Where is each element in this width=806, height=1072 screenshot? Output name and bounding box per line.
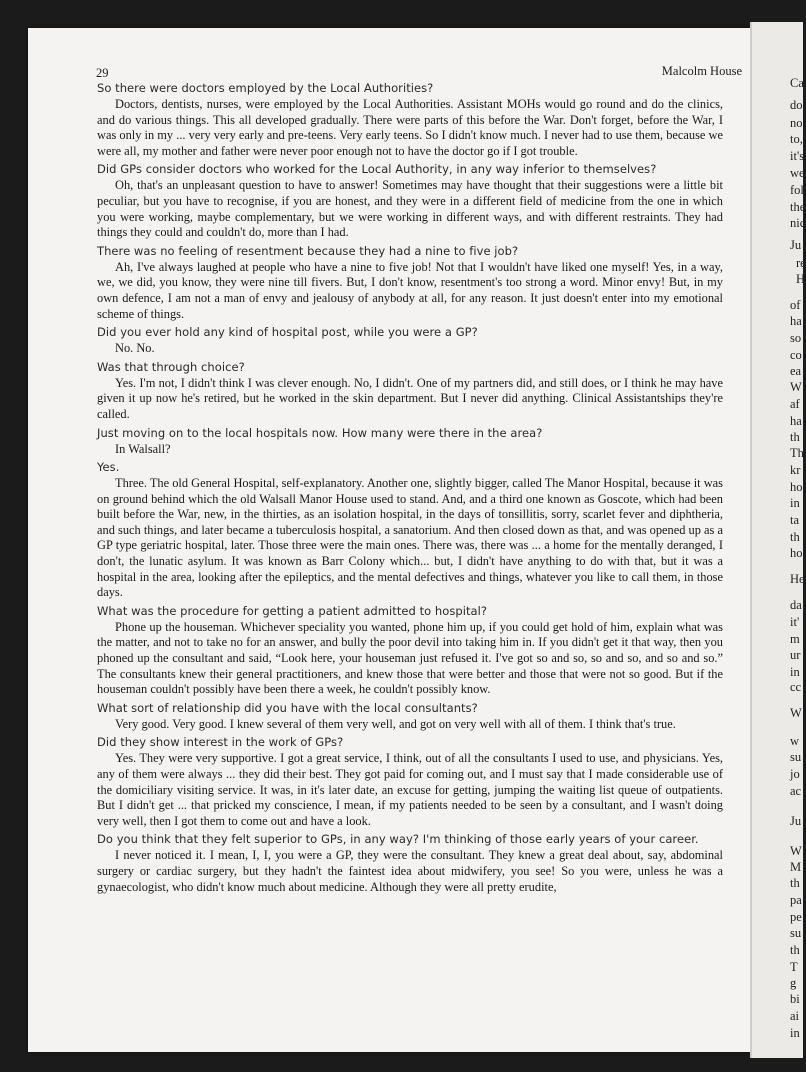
interviewee-answer: Very good. Very good. I knew several of them very well, and got on very well with all of them. I think that's true. [115, 716, 676, 731]
adjacent-page-text-fragment: ta [790, 513, 800, 527]
interviewee-answer: In Walsall? [115, 441, 171, 456]
running-head: Malcolm House [661, 64, 742, 78]
interviewer-question: Yes. [97, 460, 120, 475]
page-number: 29 [96, 66, 109, 80]
adjacent-page-text-fragment: Ju [790, 238, 802, 252]
adjacent-page-text-fragment: in [790, 496, 800, 510]
adjacent-page-text-fragment: Ca [790, 76, 804, 90]
adjacent-page-text-fragment: ur [790, 648, 801, 662]
adjacent-page-text-fragment: W [790, 706, 802, 720]
interviewee-answer: Oh, that's an unpleasant question to have to answer! Sometimes may have thought that their suggestions were a little bit peculiar, but you have to recognise, if you are honest, and they were in a different field of medicine from the one in which you were working, maybe complementary, but we were working in different ways, and with different restraints. They had things they could and couldn't do, more than I had. [97, 178, 723, 240]
adjacent-page-text-fragment: bi [790, 992, 800, 1006]
adjacent-page-text-fragment: W [790, 380, 802, 394]
adjacent-page-text-fragment: co [790, 348, 802, 362]
adjacent-page-text-fragment: ea [790, 364, 802, 378]
interviewer-question: So there were doctors employed by the Local Authorities? [97, 81, 434, 95]
interviewer-question: Did they show interest in the work of GPs? [97, 735, 344, 750]
adjacent-page-text-fragment: th [790, 943, 800, 957]
adjacent-page-text-fragment: He [790, 572, 805, 586]
adjacent-page-text-fragment: no [790, 116, 803, 130]
adjacent-page-text-fragment: it' [790, 615, 800, 629]
adjacent-page-text-fragment: th [790, 530, 800, 544]
adjacent-page-text-fragment: su [790, 750, 802, 764]
interviewer-question: Did you ever hold any kind of hospital post, while you were a GP? [97, 325, 478, 340]
adjacent-page-text-fragment: m [790, 632, 800, 646]
interviewer-question: Do you think that they felt superior to GPs, in any way? I'm thinking of those early years of your career. [97, 832, 699, 847]
adjacent-page-text-fragment: Ju [790, 814, 802, 828]
interviewer-question: Just moving on to the local hospitals now. How many were there in the area? [97, 425, 543, 440]
adjacent-page-text-fragment: pa [790, 893, 802, 907]
adjacent-page-text-fragment: ha [790, 414, 802, 428]
adjacent-page-text-fragment: jo [790, 767, 800, 781]
interviewee-answer: Yes. They were very supportive. I got a great service, I think, out of all the consultants I used to use, and physicians. Yes, any of them were always ... they did their best. They got paid for coming out, and I must say that I made considerable use of the domiciliary visiting service. It was, in it's later date, an excuse for getting, jumping the waiting list queue of outpatients. But I didn't get ... that pricked my conscience, I mean, if my patients needed to be seen by a consultant, and I wasn't doing very well, then I got them to come out and have a look. [97, 751, 723, 828]
adjacent-page-text-fragment: in [790, 665, 800, 679]
interviewer-question: Did GPs consider doctors who worked for the Local Authority, in any way inferior to themselves? [97, 162, 657, 177]
adjacent-page-text-fragment: do [790, 98, 803, 112]
adjacent-page-text-fragment: in [790, 1026, 800, 1040]
adjacent-page-text-fragment: ac [790, 784, 802, 798]
adjacent-page-text-fragment: w [790, 734, 800, 748]
adjacent-page-text-fragment: T [790, 960, 798, 974]
adjacent-page-text-fragment: cc [790, 680, 802, 694]
adjacent-page-text-fragment: M [790, 860, 802, 874]
interviewer-question: What was the procedure for getting a patient admitted to hospital? [97, 603, 488, 618]
adjacent-page-text-fragment: we [790, 166, 805, 180]
adjacent-page-text-fragment: W [790, 844, 802, 858]
adjacent-page-text-fragment: g [790, 976, 797, 990]
interviewee-answer: Doctors, dentists, nurses, were employed by the Local Authorities. Assistant MOHs would go round and do the clinics, and do various things. This all developed gradually. There were parts of this before the War. Don't forget, before the War, I was only in my ... very very early and pre-teens. Very early teens. So I didn't know much. I never had to use them, because we were all, my mother and father were never poor enough not to have the doctor go if I got trouble. [97, 97, 723, 158]
interviewee-answer: Three. The old General Hospital, self-explanatory. Another one, slightly bigger, called The Manor Hospital, because it was on ground behind which the old Walsall Manor House used to stand. And, and a third one known as Goscote, which had been built before the War, new, in the thirties, as an isolation hospital, in the days of tonsillitis, sorry, scarlet fever and diphtheria, and such things, and later became a tuberculosis hospital, a sanatorium. And then closed down as that, and was opened up as a GP type geriatric hospital, later. Those three were the main ones. There was, there was ... a home for the mentally deranged, I don't, the lunatic asylum. It was known as Barr Colony which... but, I didn't have anything to do with that, but it was a hospital in the area, looking after the epileptics, and the mental defectives and things, whatever you like to call them, in those days. [97, 476, 723, 600]
interviewee-answer: Yes. I'm not, I didn't think I was clever enough. No, I didn't. One of my partners did, and still does, or I think he may have given it up now he's retired, but he worked in the skin department. But I never did anything. Clinical Assistantships they're called. [97, 375, 723, 421]
adjacent-page-text-fragment: so [790, 331, 802, 345]
interviewee-answer: Ah, I've always laughed at people who have a nine to five job! Not that I wouldn't have liked one myself! Yes, in a way, we, we did, you know, they were nine till fivers. But, I don't know, resentment's too strong a word. Minor envy! But, in my own defence, I am not a man of envy and jealousy of anybody at all, for any reason. It just doesn't enter into my emotional scheme of things. [97, 259, 723, 321]
adjacent-page-text-fragment: ai [790, 1009, 800, 1023]
adjacent-page-text-fragment: ha [790, 314, 802, 328]
adjacent-page-text-fragment: it's [790, 149, 805, 163]
adjacent-page-text-fragment: su [790, 926, 802, 940]
adjacent-page-text-fragment: ho [790, 546, 803, 560]
adjacent-page-text-fragment: kr [790, 463, 801, 477]
adjacent-page-text-fragment: fol [790, 183, 804, 197]
adjacent-page-text-fragment: ho [790, 480, 803, 494]
adjacent-page-text-fragment: re [796, 256, 806, 270]
adjacent-page-text-fragment: af [790, 397, 800, 411]
interviewee-answer: I never noticed it. I mean, I, I, you were a GP, they were the consultant. They knew a great deal about, say, abdominal surgery or cardiac surgery, but they hadn't the faintest idea about midwifery, you see! So you were, unless he was a gynaecologist, who didn't know much about medicine. Although they were all pretty erudite, [97, 848, 723, 894]
adjacent-page-text-fragment: of [790, 298, 801, 312]
adjacent-page-text-fragment: Th [790, 446, 804, 460]
adjacent-page-text-fragment: to, [790, 132, 803, 146]
adjacent-page-text-fragment: the [790, 200, 806, 214]
adjacent-page-text-fragment: da [790, 598, 802, 612]
adjacent-page-text-fragment: H [796, 272, 806, 286]
interviewer-question: There was no feeling of resentment because they had a nine to five job? [97, 243, 519, 258]
document-page [28, 28, 752, 1052]
interviewee-answer: Phone up the houseman. Whichever speciality you wanted, phone him up, if you could get hold of him, explain what was the matter, and not to take no for an answer, and bully the poor devil into taking him in. If you didn't get it that way, then you phoned up the consultant and said, “Look here, your houseman just refused it. I've got so and so, so and so, and so and so.” The consultants knew their general practitioners, and knew those that were better and those that were not so good. But if the houseman couldn't possibly have been there a week, he couldn't possibly know. [97, 619, 723, 697]
interview-transcript [97, 80, 723, 897]
adjacent-page-edge [750, 22, 806, 1058]
interviewer-question: Was that through choice? [97, 359, 245, 374]
adjacent-page-text-fragment: pe [790, 910, 802, 924]
interviewee-answer: No. No. [115, 341, 155, 356]
interviewer-question: What sort of relationship did you have with the local consultants? [97, 700, 478, 715]
adjacent-page-text-fragment: th [790, 876, 800, 890]
adjacent-page-text-fragment: nic [790, 216, 806, 230]
adjacent-page-text-fragment: th [790, 430, 800, 444]
